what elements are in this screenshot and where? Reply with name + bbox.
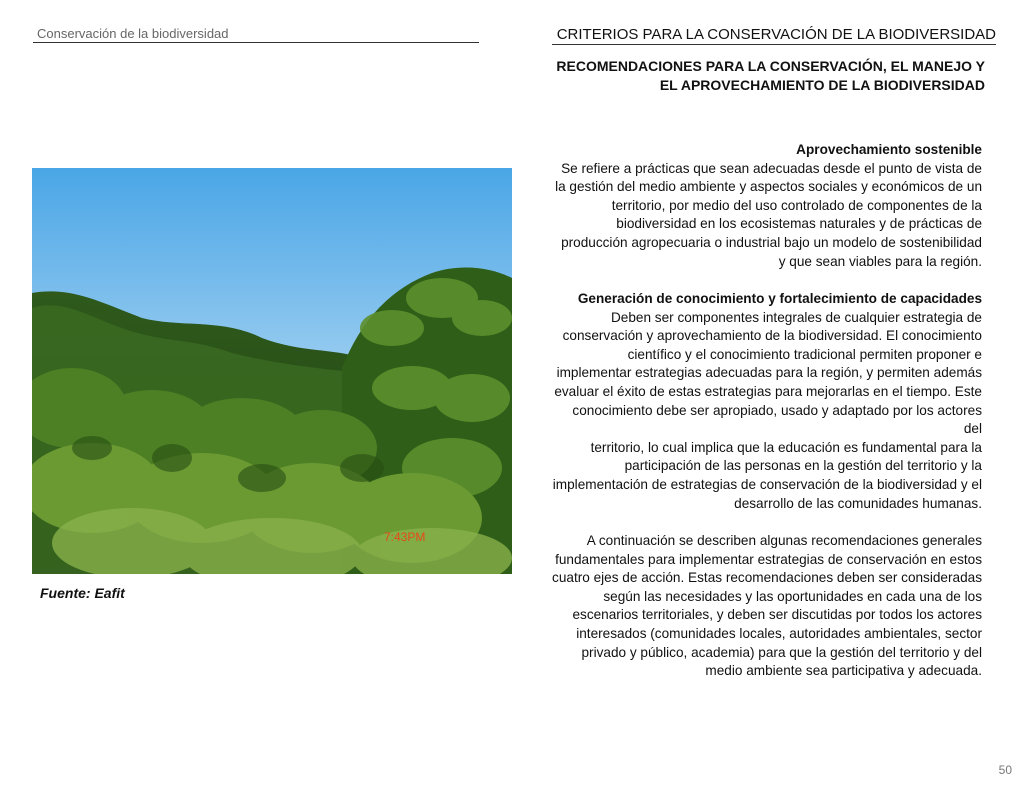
text-line: conservación y aprovechamiento de la biodiversidad. El conocimiento: [562, 328, 982, 344]
forest-photo: [32, 168, 512, 574]
text-line: científico y el conocimiento tradicional permiten proponer e: [627, 346, 982, 362]
running-header-left: Conservación de la biodiversidad: [33, 26, 479, 43]
running-header-right: CRITERIOS PARA LA CONSERVACIÓN DE LA BIODIVERSIDAD: [552, 26, 996, 45]
text-line: Se refiere a prácticas que sean adecuadas desde el punto de vista de: [561, 160, 982, 176]
section-title: [552, 57, 985, 95]
text-line: Deben ser componentes integrales de cualquier estrategia de: [610, 309, 982, 325]
text-line: biodiversidad en los ecosistemas naturales y de prácticas de: [616, 216, 982, 232]
section-aprovechamiento: [552, 141, 982, 271]
text-line: escenarios territoriales, y deben ser discutidas por todos los actores: [572, 607, 982, 623]
text-line: fundamentales para implementar estrategias de conservación en estos: [555, 551, 982, 567]
text-line: según las necesidades y las oportunidades en cada una de los: [603, 588, 982, 604]
text-line: desarrollo de las comunidades humanas.: [734, 495, 982, 511]
text-line: privado y público, academia) para que la gestión del territorio y del: [581, 644, 982, 660]
page-number: 50: [998, 763, 1012, 777]
photo-timestamp: 7:43PM: [384, 530, 426, 544]
text-line: interesados (comunidades locales, autoridades ambientales, sector: [576, 625, 982, 641]
photo-caption: Fuente: Eafit: [40, 585, 125, 601]
section-heading: Aprovechamiento sostenible: [796, 142, 982, 157]
text-line: evaluar el éxito de estas estrategias para mejorarlas en el tiempo. Este: [554, 383, 982, 399]
text-line: A continuación se describen algunas recomendaciones generales: [586, 533, 982, 548]
text-line: la gestión del medio ambiente y aspectos sociales y económicos de un: [555, 179, 982, 195]
text-line: territorio, lo cual implica que la educación es fundamental para la: [590, 439, 982, 455]
section-title-line-2: EL APROVECHAMIENTO DE LA BIODIVERSIDAD: [659, 77, 985, 93]
section-heading: Generación de conocimiento y fortalecimiento de capacidades: [577, 291, 982, 306]
text-line: participación de las personas en la gestión del territorio y la: [624, 458, 982, 474]
text-line: implementación de estrategias de conservación de la biodiversidad y el: [552, 476, 982, 492]
text-line: implementar estrategias adecuadas para la región, y permiten además: [556, 365, 982, 381]
text-line: cuatro ejes de acción. Estas recomendaciones deben ser consideradas: [552, 570, 982, 586]
text-line: producción agropecuaria o industrial bajo un modelo de sostenibilidad: [561, 234, 982, 250]
text-line: territorio, por medio del uso controlado de componentes de la: [611, 197, 982, 213]
section-title-line-1: RECOMENDACIONES PARA LA CONSERVACIÓN, EL MANEJO Y: [556, 58, 985, 74]
section-recomendaciones: [552, 532, 982, 681]
text-line: medio ambiente sea participativa y adecuada.: [705, 663, 982, 679]
section-conocimiento: [552, 290, 982, 513]
text-line: conocimiento debe ser apropiado, usado y adaptado por los actores del: [572, 402, 982, 437]
text-line: y que sean viables para la región.: [778, 253, 982, 269]
